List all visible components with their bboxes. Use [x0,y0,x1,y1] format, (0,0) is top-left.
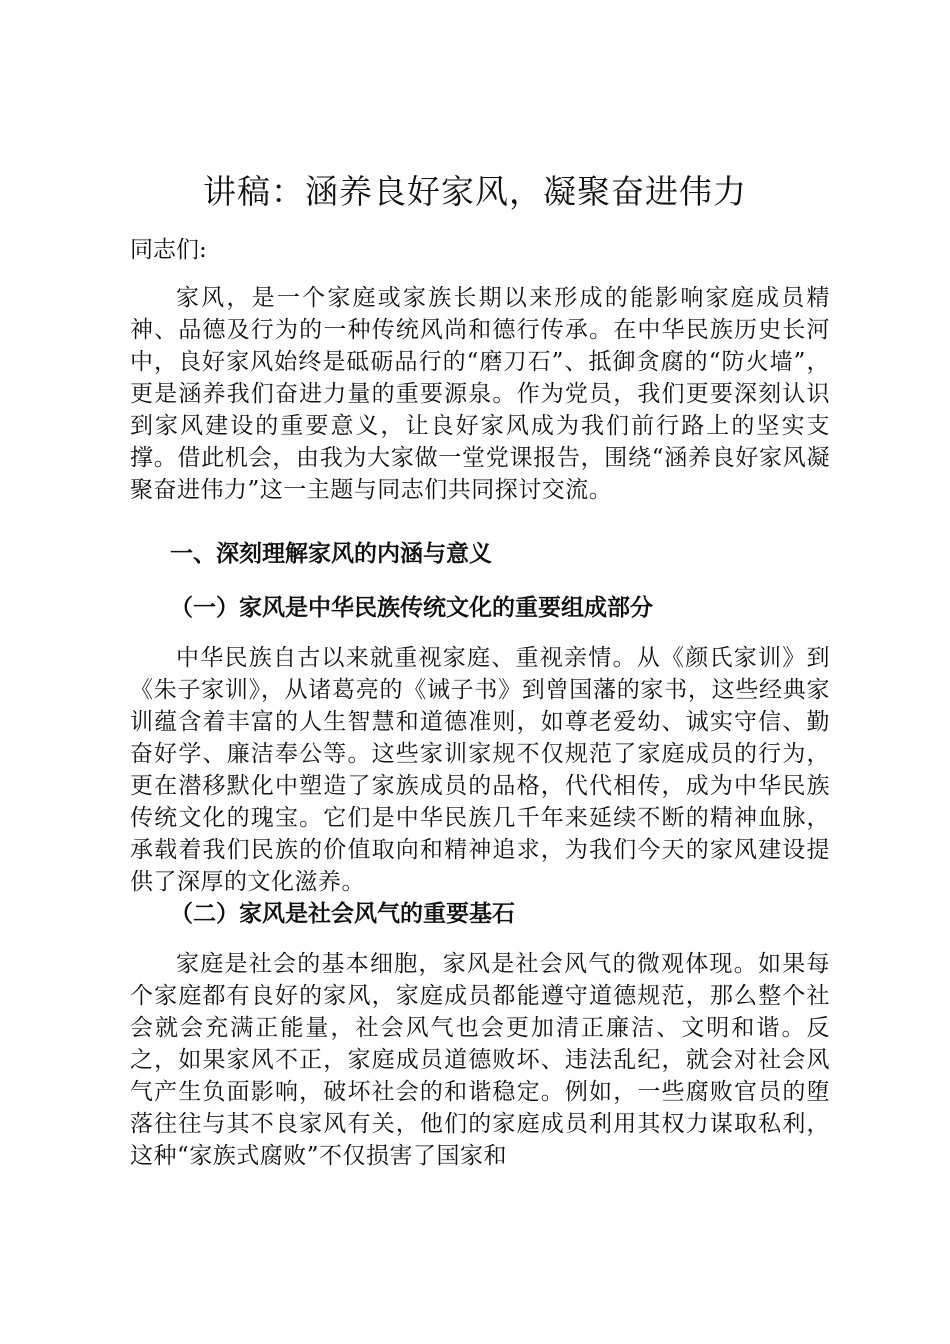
section-heading-1: 一、深刻理解家风的内涵与意义 [170,540,492,567]
salutation: 同志们: [130,237,207,263]
document-title: 讲稿：涵养良好家风，凝聚奋进伟力 [203,172,747,211]
subsection-heading-2: （二）家风是社会风气的重要基石 [170,900,515,927]
subsection-heading-1: （一）家风是中华民族传统文化的重要组成部分 [170,594,653,621]
intro-paragraph: 家风，是一个家庭或家族长期以来形成的能影响家庭成员精神、品德及行为的一种传统风尚和德行传承。在中华民族历史长河中，良好家风始终是砥砺品行的“磨刀石”、抵御贪腐的“防火墙”，更是涵养我们奋进力量的重要源泉。作为党员，我们更要深刻认识到家风建设的重要意义，让良好家风成为我们前行路上的坚实支撑。借此机会，由我为大家做一堂党课报告，围绕“涵养良好家风凝聚奋进伟力”这一主题与同志们共同探讨交流。 [130,285,830,503]
subsection-paragraph-2: 家庭是社会的基本细胞，家风是社会风气的微观体现。如果每个家庭都有良好的家风，家庭成员都能遵守道德规范，那么整个社会就会充满正能量，社会风气也会更加清正廉洁、文明和谐。反之，如果家风不正，家庭成员道德败坏、违法乱纪，就会对社会风气产生负面影响，破坏社会的和谐稳定。例如，一些腐败官员的堕落往往与其不良家风有关，他们的家庭成员利用其权力谋取私利，这种“家族式腐败”不仅损害了国家和 [130,951,830,1169]
subsection-paragraph-1: 中华民族自古以来就重视家庭、重视亲情。从《颜氏家训》到《朱子家训》，从诸葛亮的《诫子书》到曾国藩的家书，这些经典家训蕴含着丰富的人生智慧和道德准则，如尊老爱幼、诚实守信、勤奋好学、廉洁奉公等。这些家训家规不仅规范了家庭成员的行为，更在潜移默化中塑造了家族成员的品格，代代相传，成为中华民族传统文化的瑰宝。它们是中华民族几千年来延续不断的精神血脉，承载着我们民族的价值取向和精神追求，为我们今天的家风建设提供了深厚的文化滋养。 [130,645,830,895]
